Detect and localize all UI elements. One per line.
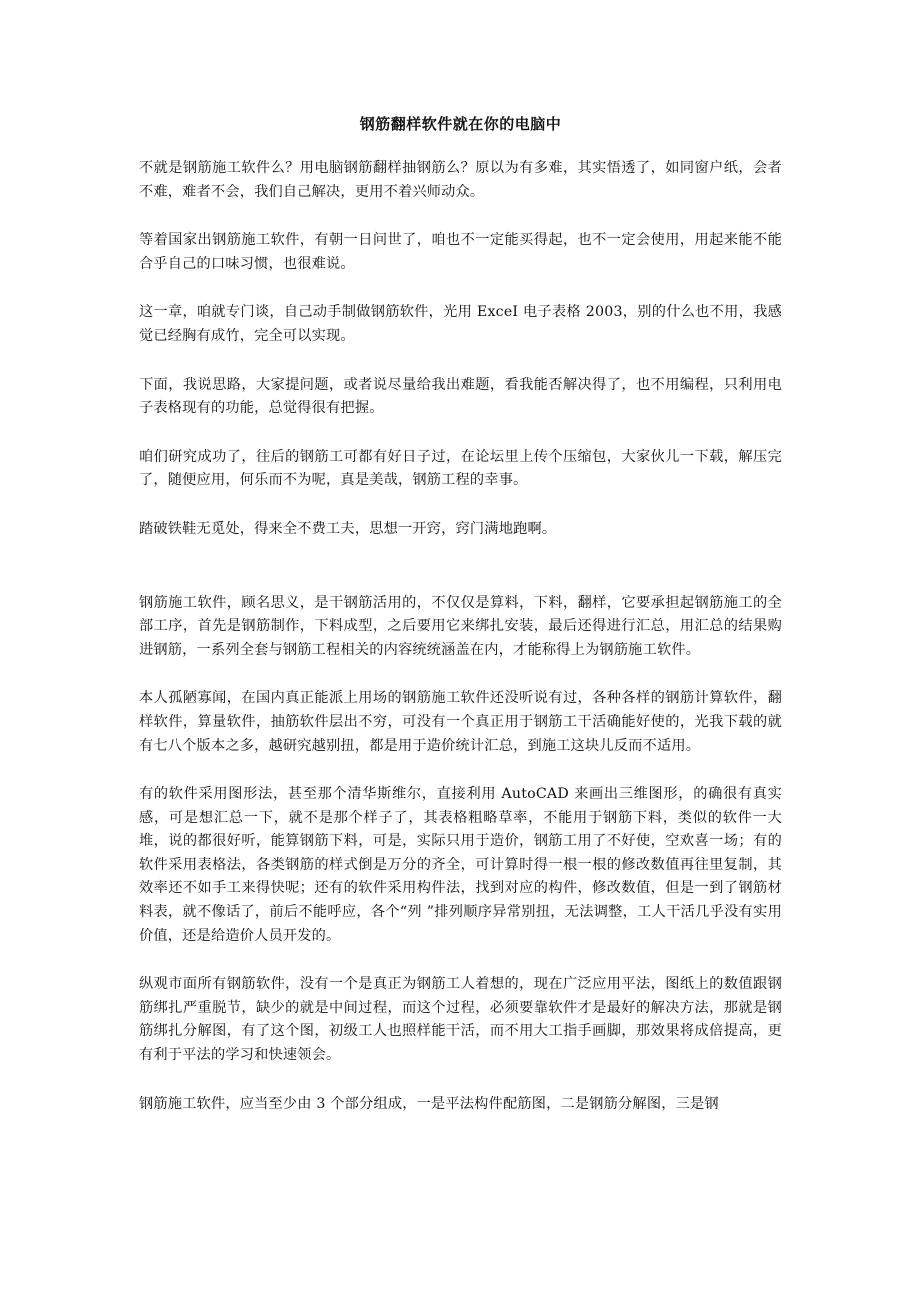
paragraph-7: 钢筋施工软件，顾名思义，是干钢筋活用的，不仅仅是算料，下料，翻样，它要承担起钢筋施工的全部工序，首先是钢筋制作，下料成型，之后要用它来绑扎安装，最后还得进行汇总，用汇总的结果购进钢筋，一系列全套与钢筋工程相关的内容统统涵盖在内，才能称得上为钢筋施工软件。 bbox=[139, 594, 782, 658]
paragraph-11: 钢筋施工软件，应当至少由 3 个部分组成，一是平法构件配筋图，二是钢筋分解图，三是钢 bbox=[139, 1095, 719, 1112]
paragraph-3: 这一章，咱就专门谈，自己动手制做钢筋软件，光用 ExceI 电子表格 2003，别的什么也不用，我感觉已经胸有成竹，完全可以实现。 bbox=[139, 304, 782, 344]
paragraph-4: 下面，我说思路，大家提问题，或者说尽量给我出难题，看我能否解决得了，也不用编程，只利用电子表格现有的功能，总觉得很有把握。 bbox=[139, 376, 782, 417]
paragraph-2: 等着国家出钢筋施工软件，有朝一日问世了，咱也不一定能买得起，也不一定会使用，用起来能不能合乎自己的口味习惯，也很难说。 bbox=[139, 232, 782, 272]
document-title: 钢筋翻样软件就在你的电脑中 bbox=[359, 115, 562, 133]
paragraph-6: 踏破铁鞋无觅处，得来全不费工夫，思想一开窍，窍门满地跑啊。 bbox=[139, 520, 557, 537]
document-page bbox=[139, 112, 782, 1141]
paragraph-9: 有的软件采用图形法，甚至那个清华斯维尔，直接利用 AutoCAD 来画出三维图形，的确很有真实感，可是想汇总一下，就不是那个样子了，其表格粗略草率，不能用于钢筋下料，类似的软件一大堆，说的都很好听，能算钢筋下料，可是，实际只用于造价，钢筋工用了不好使，空欢喜一场；有的软件采用表格法，各类钢筋的样式倒是万分的齐全，可计算时得一根一根的修改数值再往里复制，其效率还不如手工来得快呢；还有的软件采用构件法，找到对应的构件，修改数值，但是一到了钢筋材料表，就不像话了，前后不能呼应，各个“列 ”排列顺序异常别扭，无法调整，工人干活几乎没有实用价值，还是给造价人员开发的。 bbox=[139, 786, 782, 944]
paragraph-8: 本人孤陋寡闻，在国内真正能派上用场的钢筋施工软件还没听说有过，各种各样的钢筋计算软件，翻样软件，算量软件，抽筋软件层出不穷，可没有一个真正用于钢筋工干活确能好使的，光我下载的就有七八个版本之多，越研究越别扭，都是用于造价统计汇总，到施工这块儿反而不适用。 bbox=[139, 690, 782, 754]
paragraph-5: 咱们研究成功了，往后的钢筋工可都有好日子过，在论坛里上传个压缩包，大家伙儿一下载，解压完了，随便应用，何乐而不为呢，真是美哉，钢筋工程的幸事。 bbox=[139, 448, 782, 489]
paragraph-1: 不就是钢筋施工软件么？用电脑钢筋翻样抽钢筋么？原以为有多难，其实悟透了，如同窗户纸，会者不难，难者不会，我们自己解决，更用不着兴师动众。 bbox=[139, 160, 782, 200]
paragraph-10: 纵观市面所有钢筋软件，没有一个是真正为钢筋工人着想的，现在广泛应用平法，图纸上的数值跟钢筋绑扎严重脱节，缺少的就是中间过程，而这个过程，必须要靠软件才是最好的解决方法，那就是钢筋绑扎分解图，有了这个图，初级工人也照样能干活，而不用大工指手画脚，那效果将成倍提高，更有利于平法的学习和快速领会。 bbox=[139, 976, 782, 1064]
